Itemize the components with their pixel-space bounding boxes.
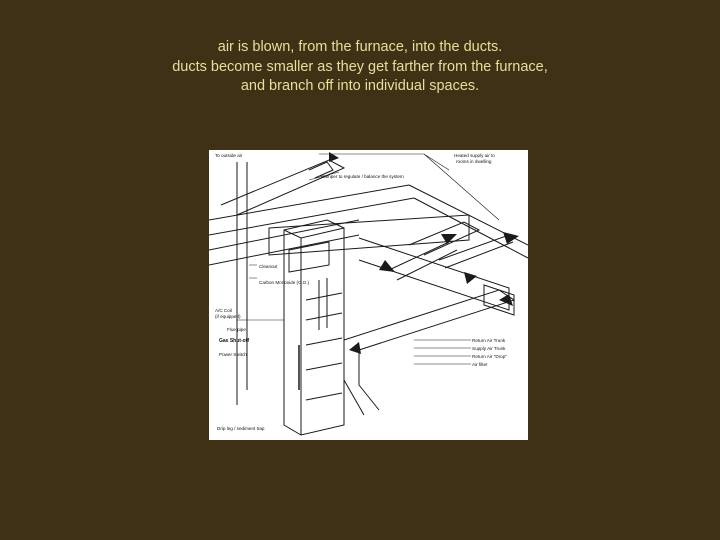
caption bbox=[0, 38, 720, 97]
outside-air-pipe bbox=[237, 162, 247, 405]
label-return-air-trunk: Return Air Trunk bbox=[472, 338, 506, 343]
label-to-outside-air: To outside air bbox=[215, 153, 243, 158]
label-rooms-in-dwelling: rooms in dwelling bbox=[456, 159, 492, 164]
label-return-air-drop: Return Air "Drop" bbox=[472, 354, 507, 359]
flue-pipe bbox=[319, 278, 327, 330]
label-cleanout: Cleanout bbox=[259, 264, 278, 269]
caption-line-3: and branch off into individual spaces. bbox=[240, 78, 480, 94]
label-flue-pipe: Flue pipe bbox=[227, 327, 246, 332]
label-gas-shut-off: Gas Shut-off bbox=[219, 338, 249, 344]
label-drip-leg: Drip leg / sediment trap bbox=[217, 426, 265, 431]
label-supply-air-trunk: Supply Air Trunk bbox=[472, 346, 506, 351]
label-power-switch: Power Switch bbox=[219, 352, 247, 357]
label-carbon-monoxide: Carbon Monoxide (C.O.) bbox=[259, 280, 310, 285]
label-ac-coil: A/C Coil bbox=[215, 308, 232, 313]
label-air-filter: Air filter bbox=[472, 362, 488, 367]
caption-line-2: ducts become smaller as they get farther from the furnace, bbox=[172, 58, 548, 75]
airflow-arrows bbox=[329, 152, 519, 354]
label-damper: Damper to regulate / balance the system bbox=[321, 174, 404, 179]
caption-line-1: air is blown, from the furnace, into the ducts. bbox=[217, 39, 503, 55]
furnace-duct-illustration bbox=[209, 150, 528, 440]
label-heated-supply-air: Heated supply air to bbox=[454, 153, 495, 158]
label-if-equipped: (if equipped) bbox=[215, 314, 241, 319]
supply-trunk bbox=[269, 215, 469, 255]
furnace-cabinet bbox=[284, 220, 344, 435]
furnace-duct-diagram bbox=[209, 150, 528, 440]
